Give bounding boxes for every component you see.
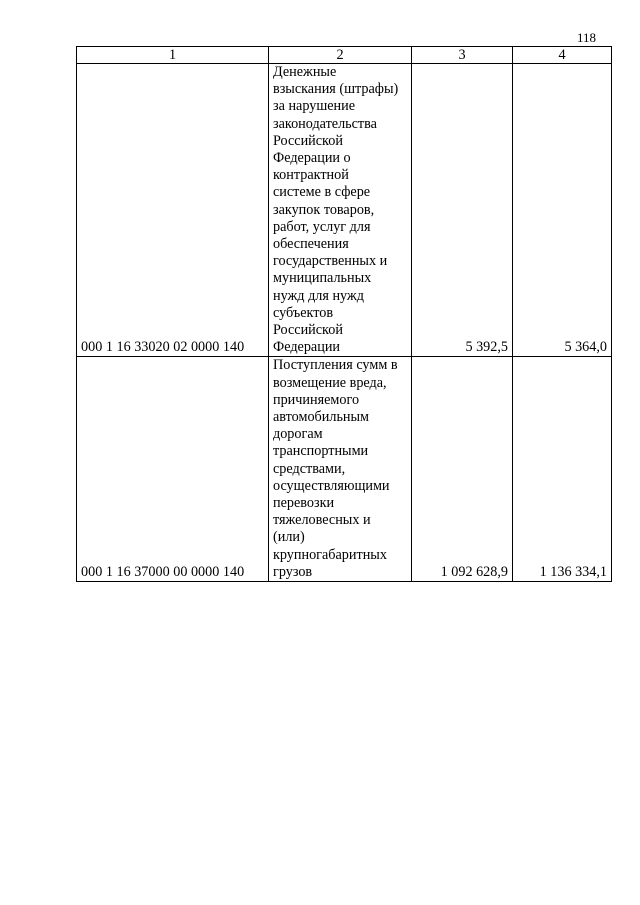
description-line: тяжеловесных и [273,512,371,529]
table-row [77,64,612,357]
budget-code: 000 1 16 37000 00 0000 140 [77,357,269,582]
description-line: взыскания (штрафы) [273,81,399,98]
description-line: крупногабаритных [273,546,387,563]
description-line: контрактной [273,167,349,184]
description-line: средствами, [273,460,346,477]
description-line: Денежные [273,64,337,80]
value-column-3: 5 392,5 [412,64,513,357]
page-number: 118 [576,30,596,45]
description-line: системе в сфере [273,184,371,201]
value-column-3: 1 092 628,9 [412,357,513,582]
description-line: причиняемого [273,391,360,408]
description-line: за нарушение [273,98,356,115]
description-line: дорогам [273,426,323,443]
description-line: грузов [273,563,313,580]
budget-code: 000 1 16 33020 02 0000 140 [77,64,269,357]
description-line: законодательства [273,115,377,132]
column-header-2: 2 [269,47,412,64]
description-line: Поступления сумм в [273,357,398,374]
description-line: закупок товаров, [273,201,375,218]
description-line: Российской [273,322,343,339]
description-line: осуществляющими [273,477,390,494]
table-row [77,357,612,582]
column-header-1: 1 [77,47,269,64]
description-line: Российской [273,132,343,149]
column-header-4: 4 [513,47,612,64]
description-line: нужд для нужд [273,287,364,304]
description-line: субъектов [273,304,334,321]
description-line: государственных и [273,253,388,270]
description-line: Федерации о [273,150,351,167]
budget-table [76,46,612,582]
value-column-4: 1 136 334,1 [513,357,612,582]
description-line: обеспечения [273,236,349,253]
table-body [77,64,612,582]
description-line: муниципальных [273,270,372,287]
description-line: транспортными [273,443,369,460]
description-line: Федерации [273,339,341,356]
column-header-3: 3 [412,47,513,64]
table-header [77,47,612,64]
revenue-description [269,357,412,582]
description-line: автомобильным [273,409,370,426]
revenue-description [269,64,412,357]
description-line: перевозки [273,495,335,512]
description-line: работ, услуг для [273,218,371,235]
value-column-4: 5 364,0 [513,64,612,357]
description-line: (или) [273,529,305,546]
header-row [77,47,612,64]
description-line: возмещение вреда, [273,374,387,391]
